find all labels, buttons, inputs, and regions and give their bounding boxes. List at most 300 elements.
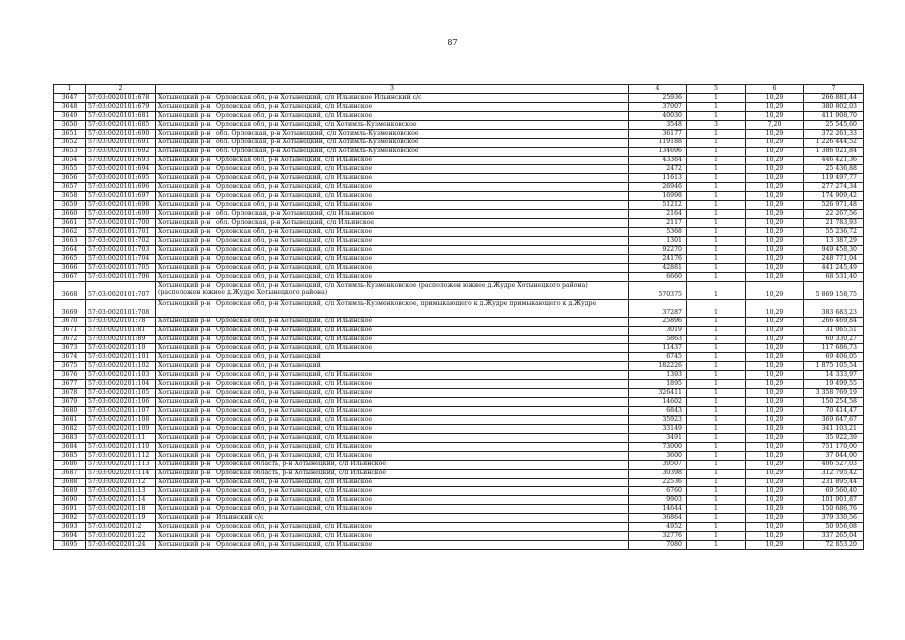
- category: 1: [687, 93, 746, 102]
- area: 6745: [629, 353, 687, 362]
- row-number: 3666: [54, 263, 86, 272]
- row-number: 3670: [54, 317, 86, 326]
- cadastral-value: 411 908,70: [804, 111, 864, 120]
- district: Хотынецкий р-н: [158, 218, 211, 226]
- address: Орловская обл, р-н Хотынецкий, с/п Ильинское: [216, 165, 373, 173]
- table-row: [54, 353, 864, 362]
- location-cell: [156, 398, 629, 407]
- category: 1: [687, 147, 746, 156]
- location-cell: [156, 317, 629, 326]
- location-cell: [156, 201, 629, 210]
- address: Орловская обл, р-н Хотынецкий, с/п Ильинское: [216, 388, 373, 396]
- header-col-1: 1: [54, 85, 86, 94]
- location-cell: [156, 156, 629, 165]
- row-number: 3684: [54, 442, 86, 451]
- table-row: [54, 210, 864, 219]
- location-cell: [156, 219, 629, 228]
- category: 1: [687, 487, 746, 496]
- address: Орловская обл, р-н Хотынецкий, с/п Ильинское: [216, 236, 373, 244]
- district: Хотынецкий р-н: [158, 254, 211, 262]
- rate: 10,29: [746, 299, 804, 317]
- rate: 10,29: [746, 407, 804, 416]
- header-col-6: 6: [746, 85, 804, 94]
- address: Орловская обл, р-н Хотынецкий, с/п Ильинское: [216, 335, 373, 343]
- cadastral-number: 57:03:0020101:707: [86, 281, 156, 299]
- district: Хотынецкий р-н: [158, 209, 211, 217]
- row-number: 3652: [54, 138, 86, 147]
- cadastral-number: 57:03:0020201:24: [86, 541, 156, 550]
- cadastral-number: 57:03:0020101:692: [86, 147, 156, 156]
- district: Хотынецкий р-н: [158, 505, 211, 513]
- rate: 10,29: [746, 353, 804, 362]
- area: 37287: [629, 299, 687, 317]
- cadastral-number: 57:03:0020201:103: [86, 371, 156, 380]
- cadastral-number: 57:03:0020101:702: [86, 236, 156, 245]
- area: 2472: [629, 165, 687, 174]
- district: Хотынецкий р-н: [158, 192, 211, 200]
- cadastral-value: 70 414,47: [804, 407, 864, 416]
- cadastral-number: 57:03:0020201:12: [86, 478, 156, 487]
- table-row: [54, 147, 864, 156]
- table-row: [54, 183, 864, 192]
- cadastral-number: 57:03:0020201:19: [86, 514, 156, 523]
- rate: 10,29: [746, 451, 804, 460]
- address: обл. Орловская, р-н Хотынецкий, с/п Ильинское: [216, 209, 375, 217]
- area: 11613: [629, 174, 687, 183]
- district: Хотынецкий р-н: [158, 371, 211, 379]
- address: Орловская обл, р-н Хотынецкий, с/п Ильинское: [216, 326, 373, 334]
- district: Хотынецкий р-н: [158, 496, 211, 504]
- cadastral-number: 57:03:0020101:704: [86, 254, 156, 263]
- address: Орловская обл, р-н Хотынецкий, с/п Ильинское: [216, 505, 373, 513]
- location-cell: [156, 210, 629, 219]
- rate: 10,29: [746, 344, 804, 353]
- area: 92270: [629, 245, 687, 254]
- location-cell: [156, 272, 629, 281]
- district: Хотынецкий р-н: [158, 236, 211, 244]
- page-number: 87: [447, 38, 458, 47]
- area: 43384: [629, 156, 687, 165]
- address: обл. Орловская, р-н Хотынецкий, с/п Хотимль-Кузменковское: [216, 147, 419, 155]
- rate: 10,29: [746, 254, 804, 263]
- district: Хотынецкий р-н: [158, 102, 211, 110]
- cadastral-number: 57:03:0020101:697: [86, 192, 156, 201]
- row-number: 3678: [54, 389, 86, 398]
- cadastral-value: 383 683,23: [804, 299, 864, 317]
- table-row: [54, 263, 864, 272]
- address: Орловская обл, р-н Хотынецкий, с/п Ильинское: [216, 254, 373, 262]
- row-number: 3650: [54, 120, 86, 129]
- cadastral-number: 57:03:0020201:105: [86, 389, 156, 398]
- cadastral-number: 57:03:0020101:695: [86, 174, 156, 183]
- table-row: [54, 532, 864, 541]
- table-row: [54, 272, 864, 281]
- location-cell: [156, 236, 629, 245]
- location-cell: [156, 532, 629, 541]
- address: Орловская обл, р-н Хотынецкий, с/п Ильинское: [216, 183, 373, 191]
- table-row: [54, 245, 864, 254]
- table-row: [54, 433, 864, 442]
- location-cell: [156, 362, 629, 371]
- area: 6843: [629, 407, 687, 416]
- category: 1: [687, 317, 746, 326]
- cadastral-number: 57:03:0020101:705: [86, 263, 156, 272]
- rate: 10,29: [746, 219, 804, 228]
- header-col-2: 2: [86, 85, 156, 94]
- table-row: [54, 505, 864, 514]
- cadastral-number: 57:03:0020101:691: [86, 138, 156, 147]
- rate: 10,29: [746, 165, 804, 174]
- cadastral-number: 57:03:0020201:18: [86, 505, 156, 514]
- category: 1: [687, 415, 746, 424]
- cadastral-value: 751 170,00: [804, 442, 864, 451]
- area: 51212: [629, 201, 687, 210]
- address: Орловская обл, р-н Хотынецкий, с/п Ильинское: [216, 531, 373, 539]
- cadastral-value: 150 686,76: [804, 505, 864, 514]
- header-col-5: 5: [687, 85, 746, 94]
- rate: 10,29: [746, 380, 804, 389]
- row-number: 3668: [54, 281, 86, 299]
- category: 1: [687, 254, 746, 263]
- row-number: 3681: [54, 415, 86, 424]
- row-number: 3659: [54, 201, 86, 210]
- district: Хотынецкий р-н: [158, 442, 211, 450]
- cadastral-number: 57:03:0020201:108: [86, 415, 156, 424]
- address: Орловская обл, р-н Хотынецкий, с/п Ильинское: [216, 192, 373, 200]
- cadastral-value: 379 330,56: [804, 514, 864, 523]
- cadastral-number: 57:03:0020101:696: [86, 183, 156, 192]
- cadastral-value: 22 267,56: [804, 210, 864, 219]
- table-row: [54, 389, 864, 398]
- area: 24176: [629, 254, 687, 263]
- row-number: 3686: [54, 460, 86, 469]
- table-row: [54, 478, 864, 487]
- rate: 10,29: [746, 138, 804, 147]
- category: 1: [687, 326, 746, 335]
- address: Орловская обл, р-н Хотынецкий, с/п Ильинское: [216, 174, 373, 182]
- location-cell: [156, 344, 629, 353]
- rate: 10,29: [746, 263, 804, 272]
- location-cell: [156, 433, 629, 442]
- cadastral-value: 19 499,55: [804, 380, 864, 389]
- row-number: 3671: [54, 326, 86, 335]
- cadastral-number: 57:03:0020101:679: [86, 102, 156, 111]
- row-number: 3695: [54, 541, 86, 550]
- table-row: [54, 335, 864, 344]
- area: 39507: [629, 460, 687, 469]
- row-number: 3661: [54, 219, 86, 228]
- area: 182226: [629, 362, 687, 371]
- cadastral-value: 526 971,48: [804, 201, 864, 210]
- area: 33149: [629, 424, 687, 433]
- row-number: 3658: [54, 192, 86, 201]
- category: 1: [687, 281, 746, 299]
- category: 1: [687, 407, 746, 416]
- row-number: 3653: [54, 147, 86, 156]
- row-number: 3685: [54, 451, 86, 460]
- location-cell: [156, 514, 629, 523]
- cadastral-number: 57:03:0020201:110: [86, 442, 156, 451]
- area: 326411: [629, 389, 687, 398]
- category: 1: [687, 523, 746, 532]
- row-number: 3673: [54, 344, 86, 353]
- category: 1: [687, 514, 746, 523]
- category: 1: [687, 389, 746, 398]
- rate: 10,29: [746, 111, 804, 120]
- location-cell: [156, 245, 629, 254]
- table-row: [54, 165, 864, 174]
- table-row: [54, 424, 864, 433]
- category: 1: [687, 460, 746, 469]
- cadastral-number: 57:03:0020101:701: [86, 228, 156, 237]
- cadastral-value: 50 956,08: [804, 523, 864, 532]
- district: Хотынецкий р-н: [158, 433, 211, 441]
- district: Хотынецкий р-н: [158, 406, 211, 414]
- district: Хотынецкий р-н: [158, 460, 211, 468]
- table-row: [54, 362, 864, 371]
- location-cell: [156, 469, 629, 478]
- cadastral-value: 35 922,39: [804, 433, 864, 442]
- row-number: 3679: [54, 398, 86, 407]
- row-number: 3667: [54, 272, 86, 281]
- table-row: [54, 487, 864, 496]
- rate: 10,29: [746, 460, 804, 469]
- area: 6760: [629, 487, 687, 496]
- district: Хотынецкий р-н: [158, 299, 211, 307]
- cadastral-number: 57:03:0020101:78: [86, 317, 156, 326]
- cadastral-number: 57:03:0020101:703: [86, 245, 156, 254]
- cadastral-number: 57:03:0020201:104: [86, 380, 156, 389]
- address: Орловская обл, р-н Хотынецкий, с/п Ильинское: [216, 487, 373, 495]
- area: 6660: [629, 272, 687, 281]
- table-row: [54, 326, 864, 335]
- rate: 10,29: [746, 371, 804, 380]
- district: Хотынецкий р-н: [158, 388, 211, 396]
- rate: 10,29: [746, 281, 804, 299]
- cadastral-number: 57:03:0020101:685: [86, 120, 156, 129]
- district: Хотынецкий р-н: [158, 540, 211, 548]
- district: Хотынецкий р-н: [158, 469, 211, 477]
- address: Орловская обл, р-н Хотынецкий, с/п Ильинское: [216, 433, 373, 441]
- location-cell: [156, 424, 629, 433]
- district: Хотынецкий р-н: [158, 478, 211, 486]
- category: 1: [687, 183, 746, 192]
- district: Хотынецкий р-н: [158, 424, 211, 432]
- district: Хотынецкий р-н: [158, 129, 211, 137]
- cadastral-value: 266 881,44: [804, 93, 864, 102]
- location-cell: [156, 478, 629, 487]
- table-row: [54, 460, 864, 469]
- cadastral-value: 21 783,93: [804, 219, 864, 228]
- area: 1895: [629, 380, 687, 389]
- cadastral-value: 31 065,51: [804, 326, 864, 335]
- address: Орловская обл, р-н Хотынецкий, с/п Ильинское: [216, 344, 373, 352]
- district: Хотынецкий р-н: [158, 451, 211, 459]
- address: Ильинский с/с: [216, 514, 264, 522]
- location-cell: [156, 407, 629, 416]
- cadastral-number: 57:03:0020101:706: [86, 272, 156, 281]
- category: 1: [687, 451, 746, 460]
- area: 16998: [629, 192, 687, 201]
- category: 1: [687, 541, 746, 550]
- district: Хотынецкий р-н: [158, 201, 211, 209]
- rate: 10,29: [746, 335, 804, 344]
- cadastral-value: 312 795,42: [804, 469, 864, 478]
- address: Орловская обл, р-н Хотынецкий, с/п Ильинское: [216, 424, 373, 432]
- area: 37007: [629, 102, 687, 111]
- cadastral-value: 69 406,05: [804, 353, 864, 362]
- cadastral-number: 57:03:0020101:699: [86, 210, 156, 219]
- location-cell: [156, 335, 629, 344]
- category: 1: [687, 442, 746, 451]
- table-row: [54, 541, 864, 550]
- cadastral-number: 57:03:0020201:11: [86, 433, 156, 442]
- row-number: 3649: [54, 111, 86, 120]
- district: Хотынецкий р-н: [158, 147, 211, 155]
- row-number: 3694: [54, 532, 86, 541]
- location-cell: [156, 281, 629, 299]
- address: Орловская обл, р-н Хотынецкий, с/п Ильинское: [216, 415, 373, 423]
- cadastral-value: 337 265,04: [804, 532, 864, 541]
- category: 3: [687, 120, 746, 129]
- category: 1: [687, 371, 746, 380]
- table-row: [54, 317, 864, 326]
- cadastral-number: 57:03:0020201:14: [86, 496, 156, 505]
- area: 5863: [629, 335, 687, 344]
- row-number: 3672: [54, 335, 86, 344]
- category: 1: [687, 424, 746, 433]
- area: 14602: [629, 398, 687, 407]
- row-number: 3662: [54, 228, 86, 237]
- category: 1: [687, 111, 746, 120]
- cadastral-value: 14 333,97: [804, 371, 864, 380]
- location-cell: [156, 228, 629, 237]
- category: 1: [687, 156, 746, 165]
- district: Хотынецкий р-н: [158, 165, 211, 173]
- row-number: 3656: [54, 174, 86, 183]
- rate: 10,29: [746, 93, 804, 102]
- location-cell: [156, 523, 629, 532]
- address: Орловская обл, р-н Хотынецкий, с/п Ильинское: [216, 540, 373, 548]
- cadastral-value: 1 386 021,84: [804, 147, 864, 156]
- row-number: 3674: [54, 353, 86, 362]
- row-number: 3676: [54, 371, 86, 380]
- table-row: [54, 228, 864, 237]
- table-row: [54, 514, 864, 523]
- row-number: 3655: [54, 165, 86, 174]
- row-number: 3675: [54, 362, 86, 371]
- rate: 10,29: [746, 183, 804, 192]
- category: 1: [687, 165, 746, 174]
- category: 1: [687, 505, 746, 514]
- rate: 10,29: [746, 469, 804, 478]
- cadastral-value: 369 647,67: [804, 415, 864, 424]
- cadastral-value: 68 531,40: [804, 272, 864, 281]
- rate: 10,29: [746, 478, 804, 487]
- rate: 10,29: [746, 496, 804, 505]
- address: Орловская обл, р-н Хотынецкий, с/п Ильинское: [216, 478, 373, 486]
- location-cell: [156, 147, 629, 156]
- district: Хотынецкий р-н: [158, 138, 211, 146]
- rate: 10,29: [746, 236, 804, 245]
- cadastral-value: 3 358 769,19: [804, 389, 864, 398]
- address: Орловская обл, р-н Хотынецкий, с/п Ильинское: [216, 451, 373, 459]
- area: 26946: [629, 183, 687, 192]
- table-header-row: [54, 85, 864, 94]
- district: Хотынецкий р-н: [158, 227, 211, 235]
- location-cell: [156, 353, 629, 362]
- location-cell: [156, 326, 629, 335]
- area: 73000: [629, 442, 687, 451]
- address: Орловская обл, р-н Хотынецкий: [216, 353, 321, 361]
- cadastral-number: 57:03:0020101:700: [86, 219, 156, 228]
- cadastral-number: 57:03:0020201:107: [86, 407, 156, 416]
- table-row: [54, 442, 864, 451]
- area: 32776: [629, 532, 687, 541]
- row-number: 3690: [54, 496, 86, 505]
- rate: 10,29: [746, 424, 804, 433]
- address: Орловская обл, р-н Хотынецкий, с/п Ильинское: [216, 156, 373, 164]
- cadastral-value: 277 274,34: [804, 183, 864, 192]
- cadastral-value: 5 869 158,75: [804, 281, 864, 299]
- area: 7080: [629, 541, 687, 550]
- address: Орловская обл, р-н Хотынецкий, с/п Ильинское: [216, 111, 373, 119]
- area: 2164: [629, 210, 687, 219]
- category: 1: [687, 532, 746, 541]
- cadastral-number: 57:03:0020201:13: [86, 487, 156, 496]
- area: 36864: [629, 514, 687, 523]
- table-row: [54, 380, 864, 389]
- address: Орловская обл, р-н Хотынецкий, с/п Ильинское: [216, 245, 373, 253]
- address: Орловская обл, р-н Хотынецкий, с/п Ильинское: [216, 263, 373, 271]
- category: 1: [687, 201, 746, 210]
- cadastral-value: 380 802,03: [804, 102, 864, 111]
- rate: 10,29: [746, 228, 804, 237]
- row-number: 3683: [54, 433, 86, 442]
- cadastral-number: 57:03:0020101:681: [86, 111, 156, 120]
- district: Хотынецкий р-н: [158, 353, 211, 361]
- category: 1: [687, 353, 746, 362]
- area: 40030: [629, 111, 687, 120]
- district: Хотынецкий р-н: [158, 120, 211, 128]
- category: 1: [687, 433, 746, 442]
- table-row: [54, 156, 864, 165]
- header-col-4: 4: [629, 85, 687, 94]
- category: 1: [687, 380, 746, 389]
- category: 1: [687, 272, 746, 281]
- table-row: [54, 219, 864, 228]
- table-row: [54, 102, 864, 111]
- rate: 10,29: [746, 523, 804, 532]
- cadastral-value: 949 458,30: [804, 245, 864, 254]
- rate: 10,29: [746, 487, 804, 496]
- address: обл. Орловская, р-н Хотынецкий, с/п Ильинское: [216, 218, 375, 226]
- cadastral-value: 248 771,04: [804, 254, 864, 263]
- table-row: [54, 371, 864, 380]
- district: Хотынецкий р-н: [158, 344, 211, 352]
- table-body: [54, 93, 864, 549]
- area: 134696: [629, 147, 687, 156]
- address: Орловская обл, р-н Хотынецкий, с/п Хотимль-Кузменковское: [216, 120, 417, 128]
- location-cell: [156, 111, 629, 120]
- address: Орловская обл, р-н Хотынецкий, с/п Хотимль-Кузменковское (расположен южнее д.Жудре Хотынецкого района) (расположен южнее д.Жудре Хотынецкого района): [158, 281, 588, 297]
- cadastral-number: 57:03:0020101:698: [86, 201, 156, 210]
- cadastral-value: 72 853,20: [804, 541, 864, 550]
- category: 1: [687, 263, 746, 272]
- area: 1393: [629, 371, 687, 380]
- rate: 10,29: [746, 326, 804, 335]
- cadastral-value: 1 226 444,52: [804, 138, 864, 147]
